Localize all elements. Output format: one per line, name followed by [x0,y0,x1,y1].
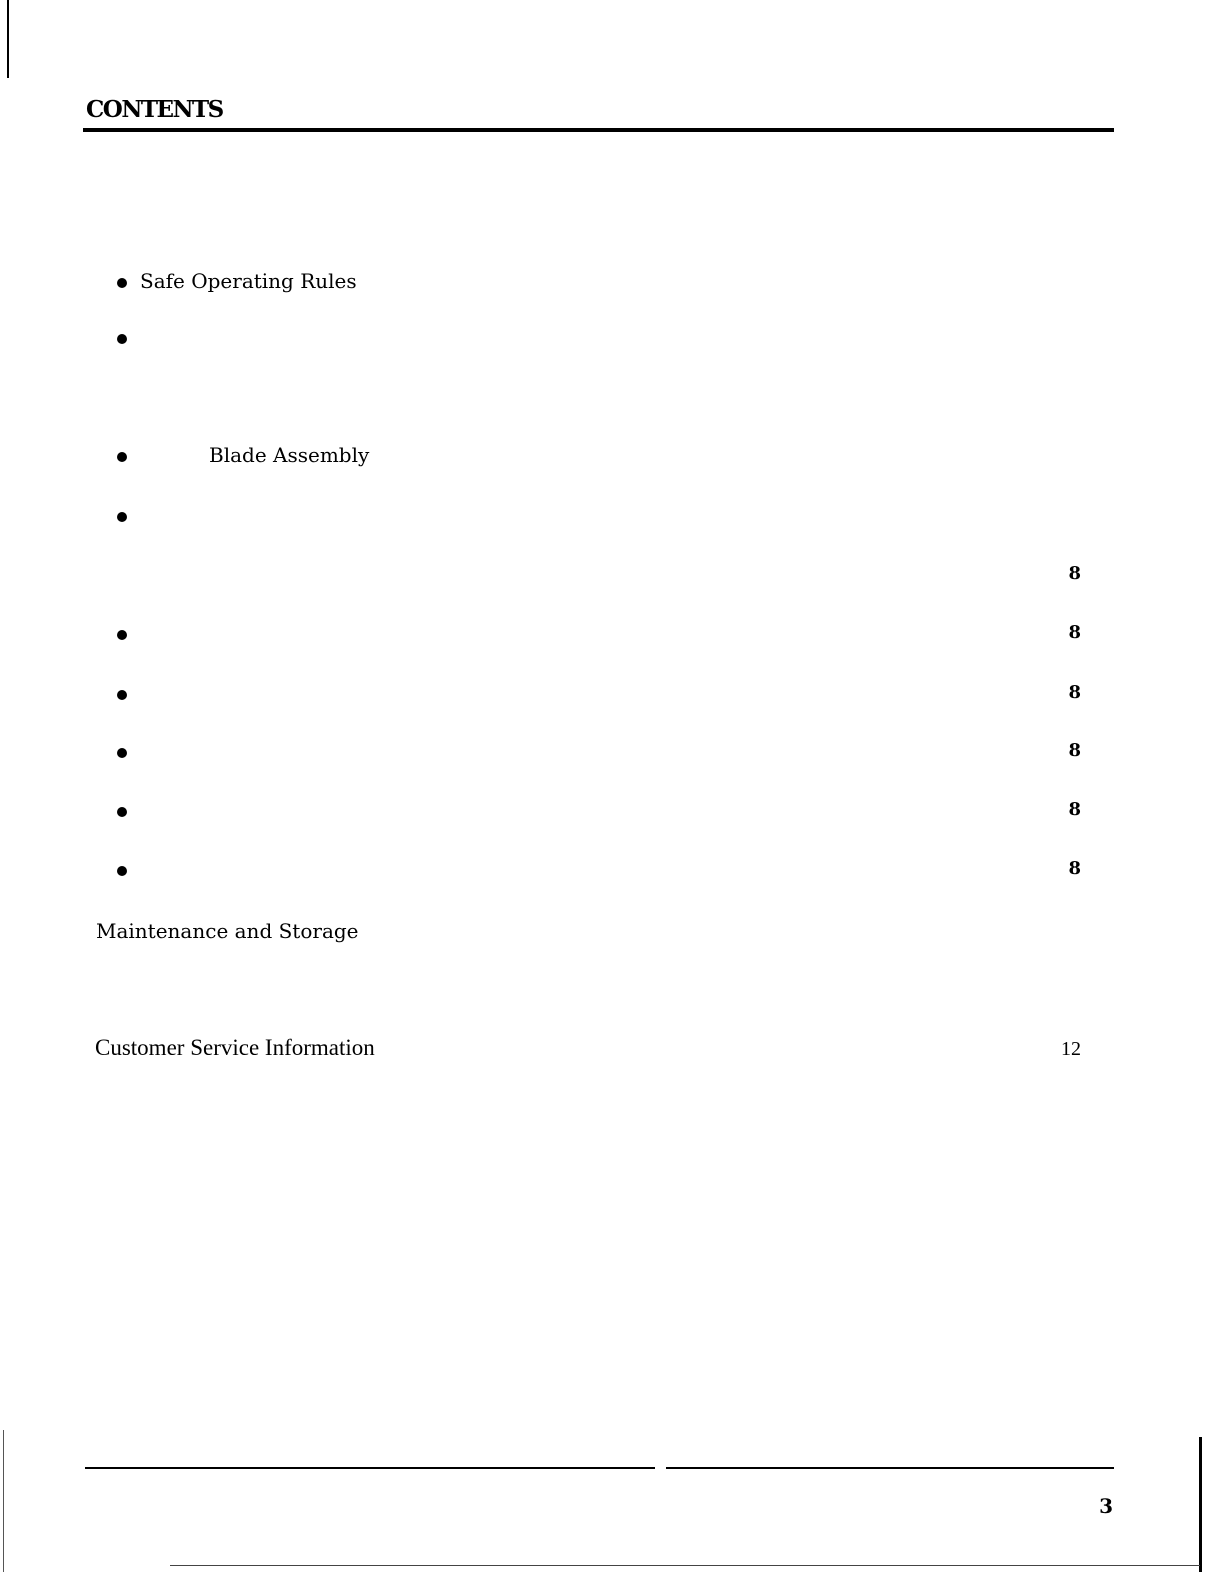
toc-entry-page: 8 [1068,682,1081,703]
toc-entry-page: 8 [1068,799,1081,820]
toc-section [0,916,1212,950]
scan-edge-mark [170,1565,1200,1566]
bullet-icon [117,690,127,700]
bullet-icon [117,748,127,758]
toc-section [0,1034,1212,1068]
page-title: CONTENTS [86,96,223,123]
bullet-icon [117,334,127,344]
toc-entry [0,795,1212,829]
scan-edge-mark [3,1430,4,1572]
toc-entry [0,440,1212,474]
footer-rule [666,1467,1114,1469]
toc-entry [0,500,1212,534]
toc-entry [0,854,1212,888]
toc-section-label: Maintenance and Storage [96,919,359,943]
scan-edge-mark [7,0,9,78]
bullet-icon [117,512,127,522]
toc-entry [0,736,1212,770]
toc-entry [0,618,1212,652]
scan-edge-mark [1199,1437,1202,1572]
toc-section-page: 12 [1061,1038,1081,1060]
toc-entry-page: 8 [1068,563,1081,584]
toc-section-label: Customer Service Information [95,1035,375,1060]
toc-entry-page: 8 [1068,740,1081,761]
bullet-icon [117,630,127,640]
toc-entry [0,266,1212,300]
toc-entry [0,322,1212,356]
toc-entry [0,678,1212,712]
toc-entry [0,559,1212,593]
toc-entry-label: Safe Operating Rules [140,269,357,293]
bullet-icon [117,278,127,288]
bullet-icon [117,866,127,876]
toc-entry-page: 8 [1068,858,1081,879]
bullet-icon [117,807,127,817]
page-number: 3 [1099,1494,1113,1518]
heading-rule [83,128,1114,132]
bullet-icon [117,452,127,462]
toc-entry-page: 8 [1068,622,1081,643]
toc-entry-label: Blade Assembly [209,443,370,467]
footer-rule [85,1467,655,1469]
